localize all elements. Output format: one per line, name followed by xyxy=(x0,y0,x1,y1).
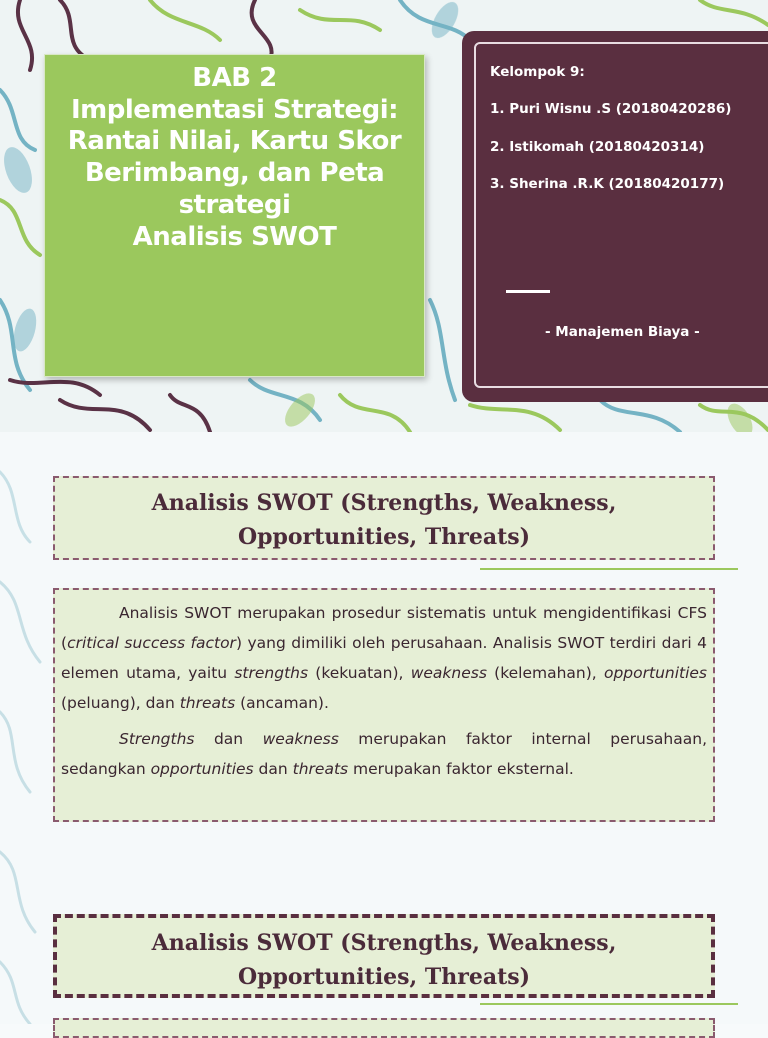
swot-section-title-repeat xyxy=(53,914,715,998)
section-title-line: Opportunities, Threats) xyxy=(237,524,531,550)
group-label: Kelompok 9: xyxy=(490,64,585,80)
cover-title-line: Analisis SWOT xyxy=(132,221,337,252)
title-underline xyxy=(480,1003,738,1005)
member-item: 2. Istikomah (20180420314) xyxy=(490,139,705,155)
member-item: 3. Sherina .R.K (20180420177) xyxy=(490,176,725,192)
section-title-line: Analisis SWOT (Strengths, Weakness, xyxy=(151,490,617,516)
swot-section-title xyxy=(53,476,715,560)
swot-paragraph-1: Analisis SWOT merupakan prosedur sistematis untuk mengidentifikasi CFS (critical success factor) yang dimiliki oleh perusahaan. Analisis SWOT terdiri dari 4 elemen utama, yaitu strengths (kekuatan), weakness (kelemahan), opportunities (peluang), dan threats (ancaman). xyxy=(61,604,708,712)
swot-description-box xyxy=(53,588,715,822)
title-underline xyxy=(480,568,738,570)
cover-title-line: Berimbang, dan Peta xyxy=(84,158,385,189)
divider-dash xyxy=(506,290,550,293)
course-subject: - Manajemen Biaya - xyxy=(545,324,700,340)
member-item: 1. Puri Wisnu .S (20180420286) xyxy=(490,101,732,117)
section-title-line: Analisis SWOT (Strengths, Weakness, xyxy=(151,930,617,956)
cover-title-line: Rantai Nilai, Kartu Skor xyxy=(67,126,402,157)
next-content-box xyxy=(53,1018,715,1038)
section-title-line: Opportunities, Threats) xyxy=(237,964,531,990)
cover-title-line: BAB 2 xyxy=(192,63,277,93)
cover-title-line: Implementasi Strategi: xyxy=(70,94,399,125)
cover-slide xyxy=(0,0,768,432)
cover-title-panel xyxy=(44,54,425,377)
swot-paragraph-2: Strengths dan weakness merupakan faktor internal perusahaan, sedangkan opportunities dan threats merupakan faktor eksternal. xyxy=(61,730,707,778)
cover-title-line: strategi xyxy=(178,189,291,220)
